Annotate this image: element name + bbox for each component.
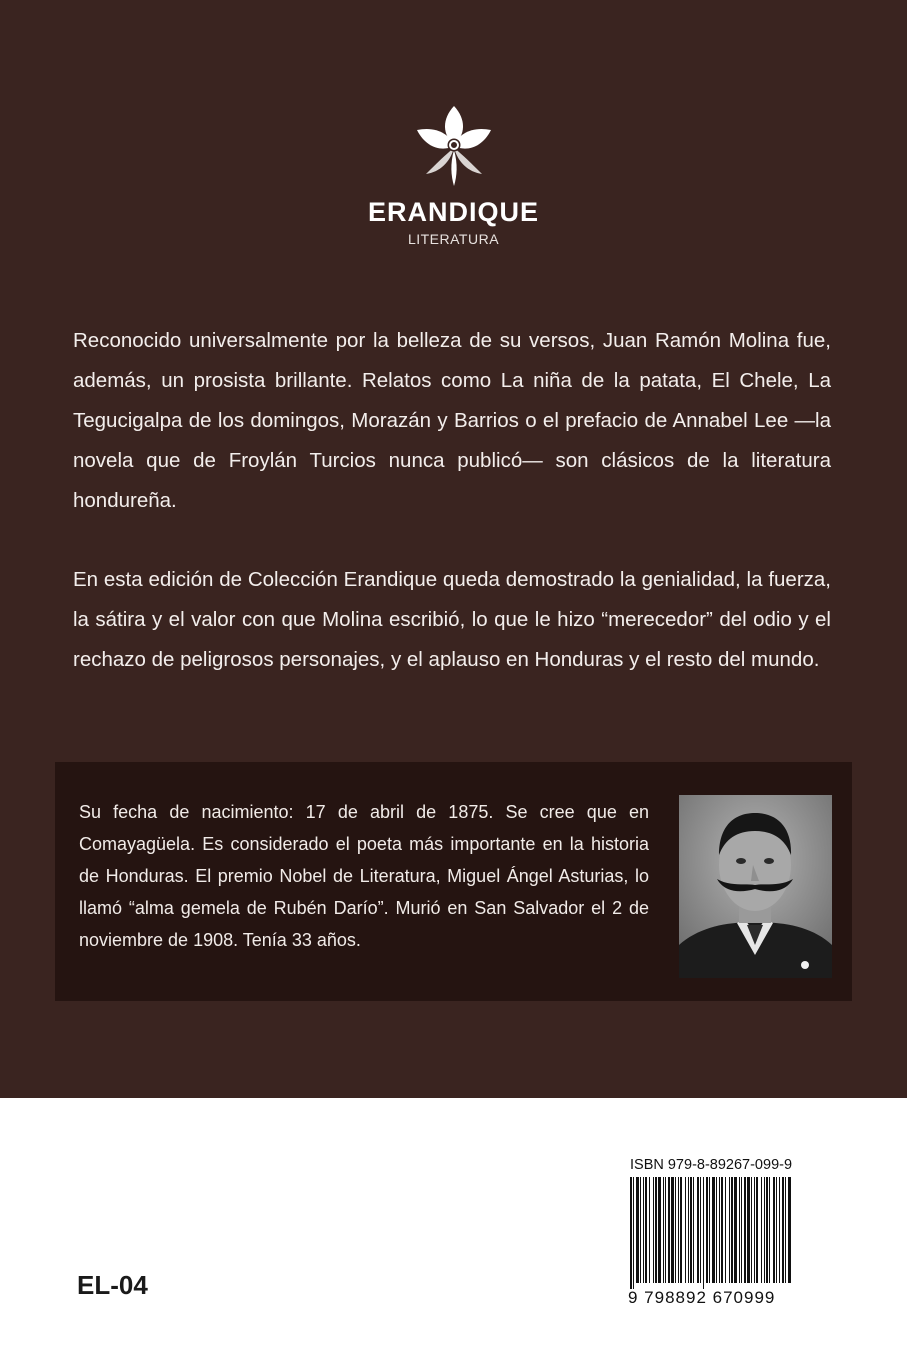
barcode-bar [761, 1177, 762, 1283]
barcode-bar [734, 1177, 737, 1283]
author-bio-box [55, 762, 852, 1001]
barcode-bar [665, 1177, 666, 1283]
barcode-bar [731, 1177, 733, 1283]
barcode-bar [729, 1177, 730, 1283]
blurb-paragraph-1: Reconocido universalmente por la belleza de su versos, Juan Ramón Molina fue, además, un prosista brillante. Relatos como La niña de la patata, El Chele, La Tegucigalpa de los domingos, Morazán y Barrios o el prefacio de Annabel Lee —la novela que de Froylán Turcios nunca publicó— son clásicos de la literatura hondureña. [73, 329, 831, 512]
barcode-bar [685, 1177, 686, 1283]
barcode-bar [756, 1177, 758, 1283]
barcode-bar [671, 1177, 674, 1283]
barcode-bar [649, 1177, 650, 1283]
barcode-bar [643, 1177, 644, 1283]
edition-code: EL-04 [77, 1270, 148, 1300]
flower-icon [414, 104, 494, 188]
author-portrait-image [679, 795, 832, 978]
barcode-bar [747, 1177, 750, 1283]
barcode-bar [751, 1177, 752, 1283]
barcode-number: 9 798892 670999 [628, 1288, 776, 1307]
publisher-subtitle: LITERATURA [407, 231, 500, 247]
barcode-bar [741, 1177, 742, 1283]
barcode-bar [693, 1177, 694, 1283]
barcode-bar [663, 1177, 664, 1283]
barcode-bar [680, 1177, 682, 1283]
barcode-bar [744, 1177, 746, 1283]
barcode-bar [688, 1177, 689, 1283]
barcode-bar [703, 1177, 704, 1289]
barcode-bar [706, 1177, 708, 1283]
barcode-bar [776, 1177, 777, 1283]
barcode-bar [719, 1177, 720, 1283]
barcode-bar [690, 1177, 692, 1283]
barcode-bar [658, 1177, 661, 1283]
author-portrait [679, 795, 832, 978]
barcode-bar [764, 1177, 765, 1283]
barcode-bar [782, 1177, 784, 1283]
barcode-bars [626, 1177, 798, 1289]
author-bio-text: Su fecha de nacimiento: 17 de abril de 1875. Se cree que en Comayagüela. Es considerado el poeta más importante en la historia de Honduras. El premio Nobel de Literatura, Miguel Ángel Asturias, lo llamó “alma gemela de Rubén Darío”. Murió en San Salvador el 2 de noviembre de 1908. Tenía 33 años. [79, 802, 649, 950]
barcode-bar [769, 1177, 770, 1283]
barcode-bar [700, 1177, 701, 1283]
isbn-barcode [626, 1156, 826, 1307]
barcode-bar [779, 1177, 780, 1283]
barcode-bar [709, 1177, 710, 1283]
barcode-bar [721, 1177, 723, 1283]
barcode-bar [773, 1177, 775, 1283]
barcode-bar [655, 1177, 657, 1283]
barcode-bar [716, 1177, 717, 1283]
barcode-bar [630, 1177, 632, 1289]
barcode-bar [754, 1177, 755, 1283]
isbn-label: ISBN 979-8-89267-099-9 [630, 1157, 793, 1173]
barcode-bar [636, 1177, 639, 1283]
barcode-bar [678, 1177, 679, 1283]
barcode-bar [653, 1177, 654, 1283]
barcode-bar [640, 1177, 641, 1283]
barcode-bar [668, 1177, 670, 1283]
barcode-bar [675, 1177, 676, 1283]
barcode-bar [766, 1177, 768, 1283]
barcode-bar [697, 1177, 699, 1283]
barcode-bar [788, 1177, 791, 1283]
barcode-bar [633, 1177, 634, 1289]
barcode-bar [725, 1177, 726, 1283]
barcode-bar [712, 1177, 715, 1283]
publisher-logo [0, 104, 907, 248]
blurb-paragraph-2: En esta edición de Colección Erandique queda demostrado la genialidad, la fuerza, la sátira y el valor con que Molina escribió, lo que le hizo “merecedor” del odio y el rechazo de peligrosos personajes, y el aplauso en Honduras y el resto del mundo. [73, 568, 831, 671]
barcode-bar [739, 1177, 740, 1283]
publisher-name: ERANDIQUE [367, 197, 539, 227]
barcode-bar [645, 1177, 647, 1283]
barcode-bar [785, 1177, 786, 1283]
